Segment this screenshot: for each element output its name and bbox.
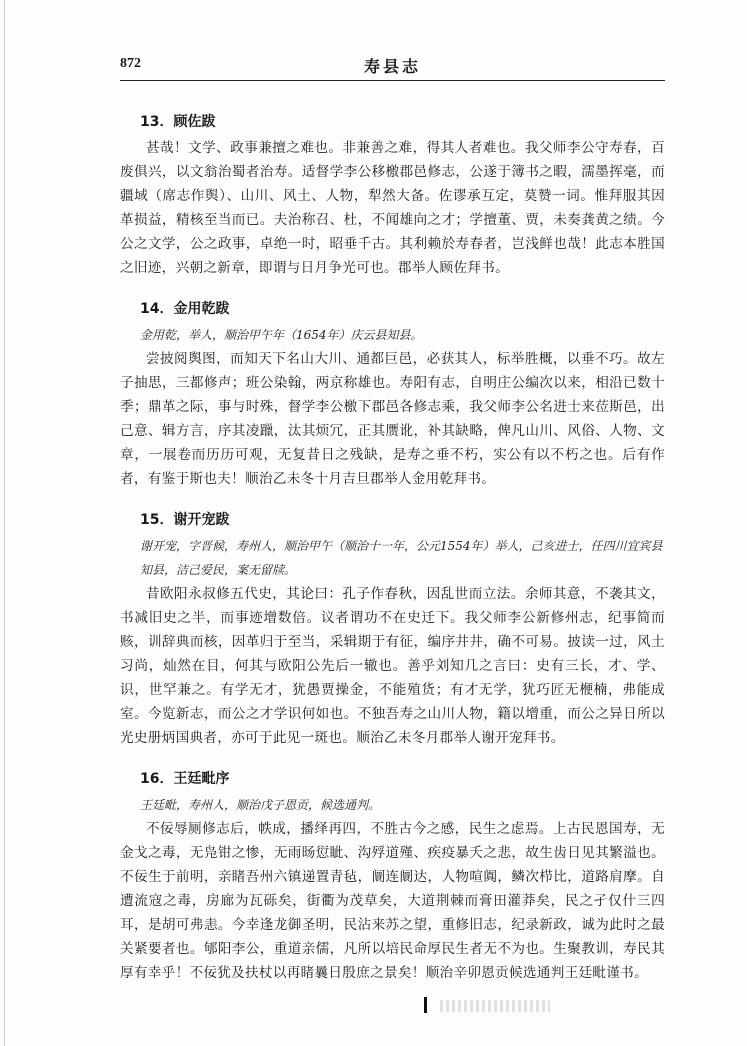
section-wang-tingpi [120, 769, 665, 985]
section-body: 甚哉！文学、政事兼擅之难也。非兼善之难，得其人者难也。我父师李公守寿春，百废俱兴，以文翁治蜀者治寿。适督学李公移檄郡邑修志，公遂于簿书之暇，濡墨挥毫，而疆域（席志作舆）、山川、风土、人物，犁然大备。佐谬承互定，莫赞一词。惟拜服其因革损益，精核至当而已。夫治称召、杜，不闻雄向之才；学擅董、贾，未奏龚黄之绩。今公之文学，公之政事，卓绝一时，昭垂千古。其利赖於寿春者，岂浅鲜也哉！此志本胜国之旧迹，兴朝之新章，即谓与日月争光可也。郡举人顾佐拜书。 [120, 140, 665, 276]
section-heading: 13．顾佐跋 [140, 114, 216, 130]
section-body: 昔欧阳永叔修五代史，其论曰：孔子作春秋，因乱世而立法。余师其意，不袭其文，书减旧史之半，而事迹增数倍。议者谓功不在史迁下。我父师李公新修州志，纪事简而赅，训辞典而核，因革归于至当，采辑期于有征，编序井井，确不可易。披读一过，风土习尚，灿然在目，何其与欧阳公先后一辙也。善乎刘知几之言曰：史有三长，才、学、识，世罕兼之。有学无才，犹愚贾操金，不能殖货；有才无学，犹巧匠无楩楠，弗能成室。今览新志，而公之才学识何如也。不独吾寿之山川人物，籍以增重，而公之异日所以光史册炳国典者，亦可于此见一斑也。顺治乙未冬月郡举人谢开宠拜书。 [120, 586, 665, 746]
section-heading: 16．王廷毗序 [140, 771, 230, 787]
document-content [120, 112, 665, 1004]
section-heading: 14．金用乾跋 [140, 301, 230, 317]
author-note: 王廷毗，寿州人，顺治戊子恩贡，候选通判。 [140, 798, 381, 812]
author-note: 谢开宠，字晋候，寿州人，顺治甲午（顺治十一年，公元1554年）举人，己亥进士，任四川宜宾县知县，洁己爱民，案无留牍。 [140, 539, 663, 577]
section-gu-zuo [120, 112, 665, 280]
running-title: 寿县志 [363, 57, 421, 76]
section-xie-kaichong [120, 510, 665, 750]
section-body: 不佞辱厕修志后，帙成，播绎再四，不胜古今之感，民生之虑焉。上古民恩国寿，无金戈之毒，无凫钳之惨，无雨旸愆眦、沟殍道殣、疾疫暴夭之悲，故生齿日见其繁溢也。不佞生于前明，亲睹吾州六镇递置青毡，阛连阛达，人物喧阗，鳞次栉比，道路肩摩。自遭流寇之毒，房廊为瓦砾矣，街衢为茂草矣，大道荆棘而膏田灌莽矣，民之孑仅什三四耳，是胡可弗恚。今幸逢龙御圣明，民沾来苏之望，重修旧志，纪录新政，诚为此时之最关紧要者也。郇阳李公，重道亲儒，凡所以培民命厚民生者无不为也。生聚教训，寿民其厚有幸乎！不佞犹及扶杖以再睹曩日殷庶之景矣！顺治辛卯恩贡候选通判王廷毗谨书。 [120, 821, 665, 981]
section-jin-yongqian [120, 299, 665, 491]
footer-mark [424, 997, 427, 1013]
footer-smudge [440, 1000, 550, 1012]
section-body: 尝披阅舆图，而知天下名山大川、通都巨邑，必获其人，标举胜概，以垂不巧。故左子抽思，三都修声；班公染翰，两京称雄也。寿阳有志，自明庄公编次以来，相沿已数十季；鼎革之际，事与时殊，督学李公檄下郡邑各修志乘，我父师李公名进士来莅斯邑，出己意、辑方言，序其凌躐，汰其烦冗，正其赝讹，补其缺略，俾凡山川、风俗、人物、文章，一展卷而历历可观，无复昔日之残缺，是寿之垂不朽，实公有以不朽之也。后有作者，有鉴于斯也夫！顺治乙未冬十月吉旦郡举人金用乾拜书。 [120, 351, 665, 487]
author-note: 金用乾，举人，顺治甲午年（1654年）庆云县知县。 [140, 328, 423, 342]
section-heading: 15．谢开宠跋 [140, 512, 230, 528]
header-rule [120, 80, 665, 81]
page-header [120, 56, 665, 78]
page-number: 872 [120, 56, 141, 71]
page-spine-line [4, 0, 5, 1046]
